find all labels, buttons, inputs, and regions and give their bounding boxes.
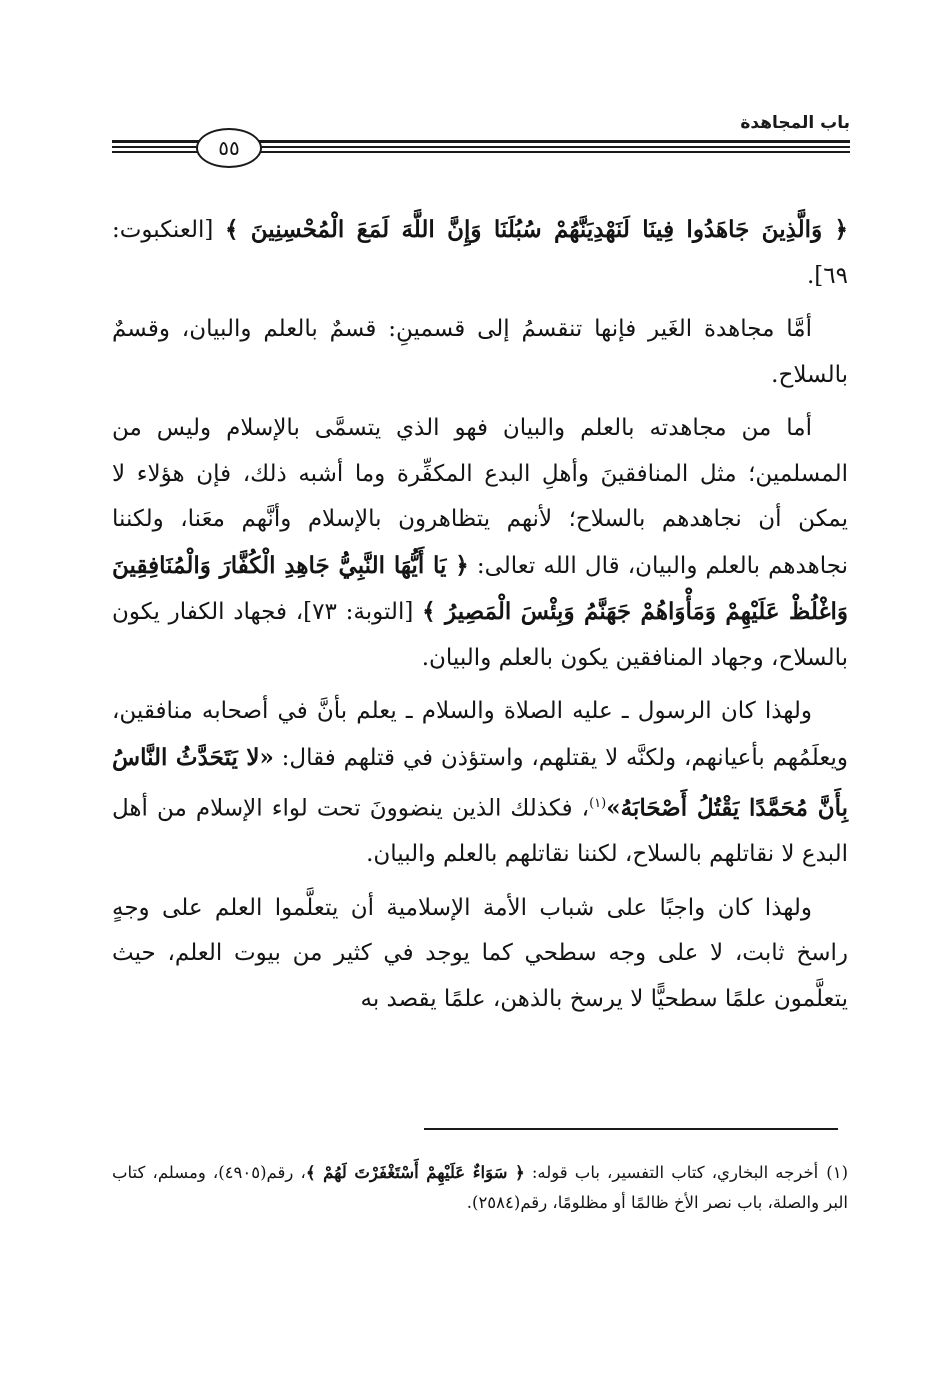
footnote-text: ، رقم(٤٩٠٥)، ومسلم، كتاب البر والصلة، باب نصر الأخ ظالمًا أو مظلومًا، رقم(٢٥٨٤). [112,1163,848,1212]
quran-verse: ﴿ وَالَّذِينَ جَاهَدُوا فِينَا لَنَهْدِيَنَّهُمْ سُبُلَنَا وَإِنَّ اللَّهَ لَمَعَ الْمُحْسِنِينَ ﴾ [224,216,848,243]
hadith-quote: «لا يَتَحَدَّثُ النَّاسُ بِأَنَّ مُحَمَّدًا يَقْتُلُ أَصْحَابَهُ» [112,743,848,822]
footnote-separator [424,1128,838,1130]
footnote-text: أخرجه البخاري، كتاب التفسير، باب قوله: [524,1163,819,1182]
footnote-reference[interactable]: (١) [589,796,607,811]
verse-citation: [العنكبوت: ٦٩]. [112,217,848,289]
paragraph [112,406,848,681]
chapter-title: باب المجاهدة [740,113,850,133]
paragraph-text: أمَّا مجاهدة الغَير فإنها تنقسمُ إلى قسمينِ: قسمٌ بالعلم والبيان، وقسمٌ بالسلاح. [112,316,848,388]
footnote [112,1158,848,1218]
footnotes [112,1158,848,1218]
paragraph-text: أما من مجاهدته بالعلم والبيان فهو الذي يتسمَّى بالإسلام وليس من المسلمين؛ مثل المنافقينَ وأهلِ البدع المكفِّرة وما أشبه ذلك، فإن هؤلاء لا يمكن أن نجاهدهم بالسلاح؛ لأنهم يتظاهرون بالإسلام وأنَّهم معَنا، ولكننا نجاهدهم بالعلم والبيان، قال الله تعالى: [112,415,848,579]
page-number: ٥٥ [196,128,262,168]
paragraph [112,307,848,398]
footnote-number: (١) [826,1163,848,1182]
paragraph-text: ولهذا كان واجبًا على شباب الأمة الإسلامية أن يتعلَّموا العلم على وجهٍ راسخ ثابت، لا على وجه سطحي كما يوجد في كثير من بيوت العلم، حيث يتعلَّمون علمًا سطحيًّا لا يرسخ بالذهن، علمًا يقصد به [112,894,848,1012]
paragraph-text: ، فكذلك الذين ينضوونَ تحت لواء الإسلام من أهل البدع لا نقاتلهم بالسلاح، لكننا نقاتلهم بالعلم والبيان. [112,795,848,868]
paragraph [112,886,848,1023]
paragraph-text: ولهذا كان الرسول ـ عليه الصلاة والسلام ـ يعلم بأنَّ في أصحابه منافقين، ويعلَمُهم بأعيانهم، ولكنَّه لا يقتلهم، واستؤذن في قتلهم فقال: [112,698,849,771]
main-text [112,207,848,1022]
quran-verse: ﴿ سَوَاءٌ عَلَيْهِمْ أَسْتَغْفَرْتَ لَهُمْ ﴾ [305,1163,525,1182]
paragraph-text: [التوبة: ٧٣]، فجهاد الكفار يكون بالسلاح، وجهاد المنافقين يكون بالعلم والبيان. [112,599,848,671]
quran-verse: ﴿ يَا أَيُّهَا النَّبِيُّ جَاهِدِ الْكُفَّارَ وَالْمُنَافِقِينَ وَاغْلُظْ عَلَيْهِمْ وَمَأْوَاهُمْ جَهَنَّمُ وَبِئْسَ الْمَصِيرُ ﴾ [112,551,849,625]
paragraph [112,689,848,878]
paragraph [112,207,848,299]
